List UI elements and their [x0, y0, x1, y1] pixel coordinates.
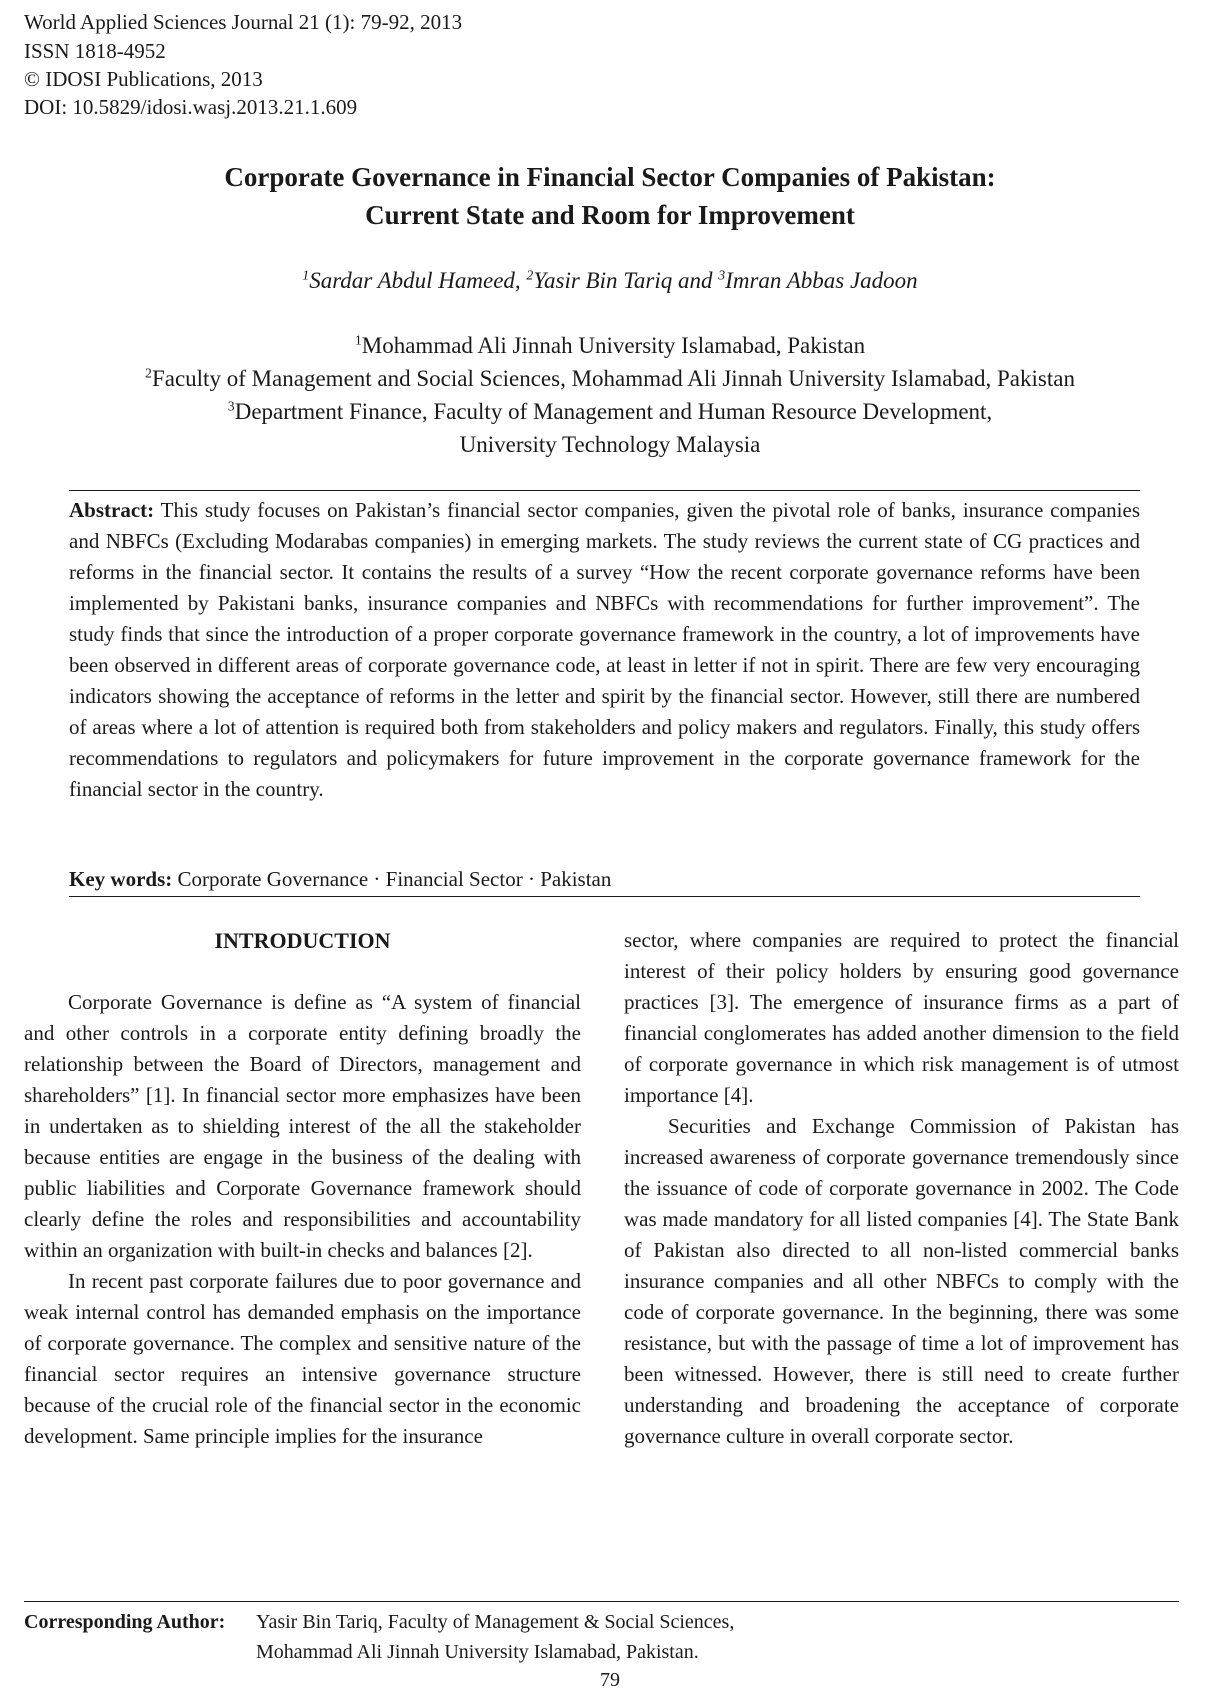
abstract-label: Abstract: — [69, 498, 155, 522]
affiliation-3-marker: 3 — [227, 398, 235, 414]
affiliation-1 — [0, 329, 1220, 362]
affiliation-3 — [0, 395, 1220, 428]
column-left — [24, 925, 581, 1452]
affiliation-2-text: Faculty of Management and Social Sciences, Mohammad Ali Jinnah University Islamabad, Pakistan — [151, 366, 1075, 391]
journal-doi: DOI: 10.5829/idosi.wasj.2013.21.1.609 — [24, 95, 358, 119]
paper-title-line2: Current State and Room for Improvement — [365, 200, 855, 230]
affiliation-3-line2: University Technology Malaysia — [459, 432, 761, 457]
journal-citation: World Applied Sciences Journal 21 (1): 79-92, 2013 — [24, 10, 463, 34]
affiliation-3-text: Department Finance, Faculty of Management and Human Resource Development, — [234, 399, 993, 424]
keywords-text: Corporate Governance · Financial Sector · Pakistan — [177, 867, 612, 891]
affiliation-1-marker: 1 — [354, 332, 362, 348]
journal-issn: ISSN 1818-4952 — [24, 39, 166, 63]
author-1: Sardar Abdul Hameed, — [309, 268, 521, 293]
affiliation-2 — [0, 362, 1220, 395]
author-3-marker: 3 — [718, 267, 726, 283]
intro-paragraph-2: In recent past corporate failures due to poor governance and weak internal control has demanded emphasis on the importance of corporate governance. The complex and sensitive nature of the financial sector requires an intensive governance structure because of the crucial role of the financial sector in the economic development. Same principle implies for the insurance — [24, 1269, 581, 1448]
footer-rule — [24, 1601, 1179, 1602]
corresponding-author — [24, 1607, 225, 1637]
abstract-top-rule — [69, 490, 1140, 491]
affiliation-2-marker: 2 — [145, 365, 152, 381]
abstract — [69, 495, 1140, 805]
keywords-label: Key words: — [69, 867, 173, 891]
keywords — [69, 864, 1140, 895]
journal-copyright: © IDOSI Publications, 2013 — [24, 67, 263, 91]
affiliation-1-text: Mohammad Ali Jinnah University Islamabad, Pakistan — [361, 333, 866, 358]
corresponding-author-label: Corresponding Author: — [24, 1611, 226, 1633]
page-number: 79 — [600, 1669, 620, 1691]
corresponding-author-line2: Mohammad Ali Jinnah University Islamabad, Pakistan. — [256, 1641, 699, 1663]
author-2: Yasir Bin Tariq and — [533, 268, 713, 293]
keywords-bottom-rule — [69, 896, 1140, 897]
intro-paragraph-3: sector, where companies are required to protect the financial interest of their policy holders by ensuring good governance practices [3]. The emergence of insurance firms as a part of financial conglomerates has added another dimension to the field of corporate governance in which risk management is of utmost importance [4]. — [624, 928, 1179, 1107]
author-list — [0, 266, 1220, 296]
author-1-marker: 1 — [302, 267, 310, 283]
paper-title-line1: Corporate Governance in Financial Sector Companies of Pakistan: — [224, 162, 996, 192]
author-3: Imran Abbas Jadoon — [725, 268, 918, 293]
corresponding-author-line1: Yasir Bin Tariq, Faculty of Management & Social Sciences, — [256, 1611, 735, 1633]
column-right — [624, 925, 1179, 1452]
intro-paragraph-1: Corporate Governance is define as “A system of financial and other controls in a corporate entity defining broadly the relationship between the Board of Directors, management and shareholders” [1]. In financial sector more emphasizes have been in undertaken as to shielding interest of the all the stakeholder because entities are engage in the business of the dealing with public liabilities and Corporate Governance framework should clearly define the roles and responsibilities and accountability within an organization with built-in checks and balances [2]. — [24, 990, 581, 1262]
intro-paragraph-4: Securities and Exchange Commission of Pakistan has increased awareness of corporate governance tremendously since the issuance of code of corporate governance in 2002. The Code was made mandatory for all listed companies [4]. The State Bank of Pakistan also directed to all non-listed commercial banks insurance companies and all other NBFCs to comply with the code of corporate governance. In the beginning, there was some resistance, but with the passage of time a lot of improvement has been witnessed. However, there is still need to create further understanding and broadening the acceptance of corporate governance culture in overall corporate sector. — [624, 1114, 1179, 1448]
abstract-text: This study focuses on Pakistan’s financial sector companies, given the pivotal role of banks, insurance companies and NBFCs (Excluding Modarabas companies) in emerging markets. The study reviews the current state of CG practices and reforms in the financial sector. It contains the results of a survey “How the recent corporate governance reforms have been implemented by Pakistani banks, insurance companies and NBFCs with recommendations for further improvement”. The study finds that since the introduction of a proper corporate governance framework in the country, a lot of improvements have been observed in different areas of corporate governance code, at least in letter if not in spirit. There are few very encouraging indicators showing the acceptance of reforms in the letter and spirit by the financial sector. However, still there are numbered of areas where a lot of attention is required both from stakeholders and policy makers and regulators. Finally, this study offers recommendations to regulators and policymakers for future improvement in the corporate governance framework for the financial sector in the country. — [69, 498, 1140, 801]
section-heading-introduction: INTRODUCTION — [214, 928, 391, 953]
author-2-marker: 2 — [526, 267, 534, 283]
